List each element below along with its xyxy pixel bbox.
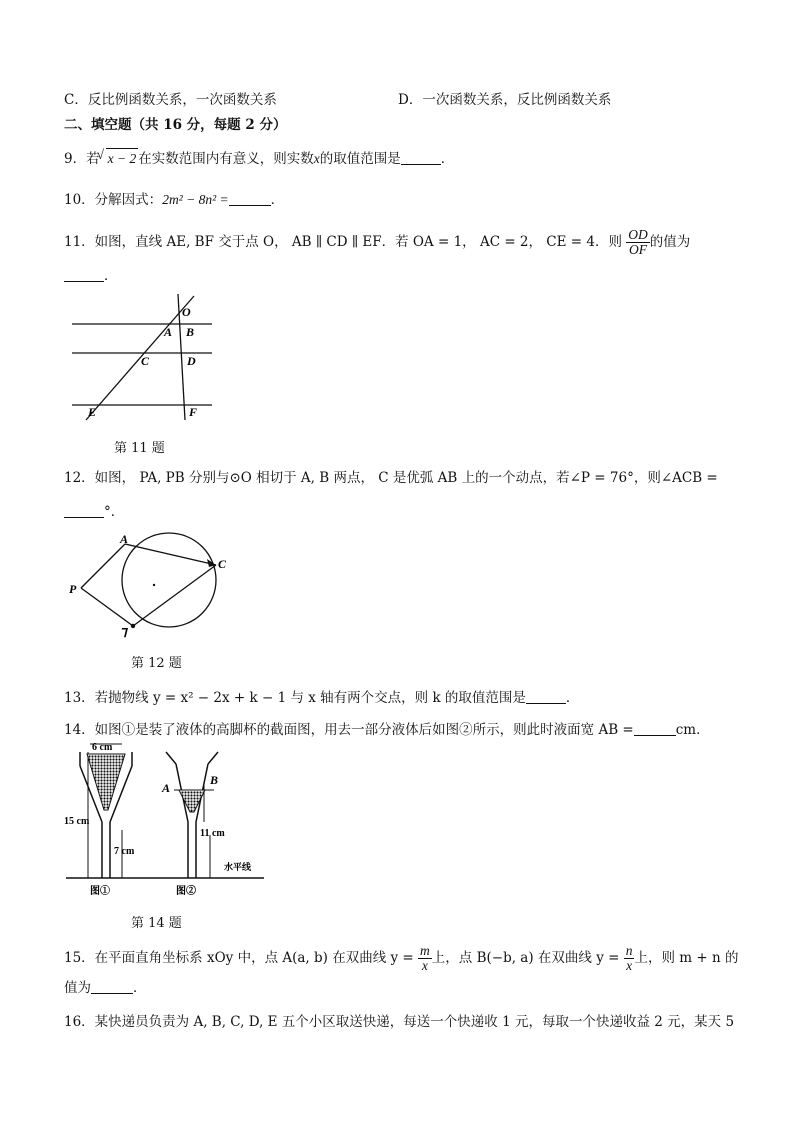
figure-14 [64,740,274,900]
label-B: B [210,773,219,787]
q15-text-a: 15．在平面直角坐标系 xOy 中，点 A(a, b) 在双曲线 y = [64,950,414,966]
q11-text: 11．如图，直线 AE, BF 交于点 O， AB ∥ CD ∥ EF．若 OA = 1， AC = 2， CE = 4．则 [64,234,622,250]
q11-fraction: $\frac{OD}{OF}$ [628,227,648,257]
label-11cm: 11 cm [200,828,225,839]
option-c: C．反比例函数关系，一次函数关系 [64,92,277,108]
caption-14: 第 14 题 [131,916,182,931]
q15-line2-text: 值为 [64,980,91,996]
q12-answer-blank[interactable] [64,503,104,518]
question-12: 12．如图， PA, PB 分别与⊙O 相切于 A, B 两点， C 是优弧 AB 上的一个动点，若∠P = 76°，则∠ACB = [64,470,718,486]
label-c: C [218,557,227,571]
label-7cm: 7 cm [114,846,135,857]
q9-prefix: 9．若 [64,151,100,167]
q9-var: x [313,151,320,166]
label-a: A [120,532,129,546]
q11-answer-blank[interactable] [64,267,104,282]
q11-suffix: 的值为 [649,234,691,250]
q9-suffix: 的取值范围是 [319,151,401,167]
q13-text: 13．若抛物线 y = x² − 2x + k − 1 与 x 轴有两个交点，则 k 的取值范围是 [64,690,526,706]
q15-fraction-1: $\frac{m}{x}$ [420,943,430,973]
question-16: 16．某快递员负责为 A, B, C, D, E 五个小区取送快递，每送一个快递收 1 元，每取一个快递收益 2 元，某天 5 [64,1014,735,1030]
label-b: B [186,325,195,339]
question-15 [64,944,738,973]
question-14 [64,720,710,740]
q15-line-2: 值为 ． [64,980,147,996]
question-11 [64,228,690,257]
figure-11 [66,290,226,425]
label-p: P [69,582,77,596]
label-o: O [182,305,191,319]
q9-answer-blank[interactable] [401,150,441,165]
label-fig1: 图① [90,886,110,897]
question-13: 13．若抛物线 y = x² − 2x + k − 1 与 x 轴有两个交点，则 k 的取值范围是 ． [64,690,580,706]
q9-mid: 在实数范围内有意义，则实数 [138,151,314,167]
q12-unit: °． [104,504,125,520]
q15-text-b: 上，点 B(−b, a) 在双曲线 y = [431,950,620,966]
q11-answer-line: ． [64,266,118,286]
q15-answer-blank[interactable] [91,979,133,994]
label-e: E [88,405,97,419]
q12-answer-line [64,502,124,522]
section-title: 二、填空题（共 16 分，每题 2 分） [64,117,287,133]
q13-answer-blank[interactable] [526,689,566,704]
q10-expr: 2m² − 8n² = [162,192,229,207]
q9-radical: √ x − 2 [106,148,139,169]
label-a: A [164,325,173,339]
q15-fraction-2: $\frac{n}{x}$ [625,943,633,973]
caption-12: 第 12 题 [131,656,182,671]
label-f: F [189,405,198,419]
q15-text-c: 上，则 m + n 的 [634,950,739,966]
label-c: C [141,354,150,368]
label-A: A [162,781,171,795]
q10-prefix: 10．分解因式： [64,192,163,208]
label-6cm: 6 cm [92,742,113,753]
label-fig2: 图② [176,886,196,897]
question-10: 10．分解因式：2m² − 8n² = ． [64,192,285,208]
label-level: 水平线 [224,862,252,872]
q10-answer-blank[interactable] [229,191,271,206]
label-b: ꓶ [120,626,127,640]
caption-11: 第 11 题 [114,441,165,456]
figure-12 [66,530,241,645]
question-9: 9．若√ x − 2 在实数范围内有意义，则实数x的取值范围是 ． [64,148,454,169]
q14-answer-blank[interactable] [634,721,676,736]
q14-text: 14．如图①是装了液体的高脚杯的截面图，用去一部分液体后如图②所示，则此时液面宽 AB = [64,722,634,738]
q14-unit: cm． [675,722,710,738]
label-d: D [187,354,196,368]
option-d: D．一次函数关系，反比例函数关系 [398,92,612,108]
label-15cm: 15 cm [64,816,90,827]
